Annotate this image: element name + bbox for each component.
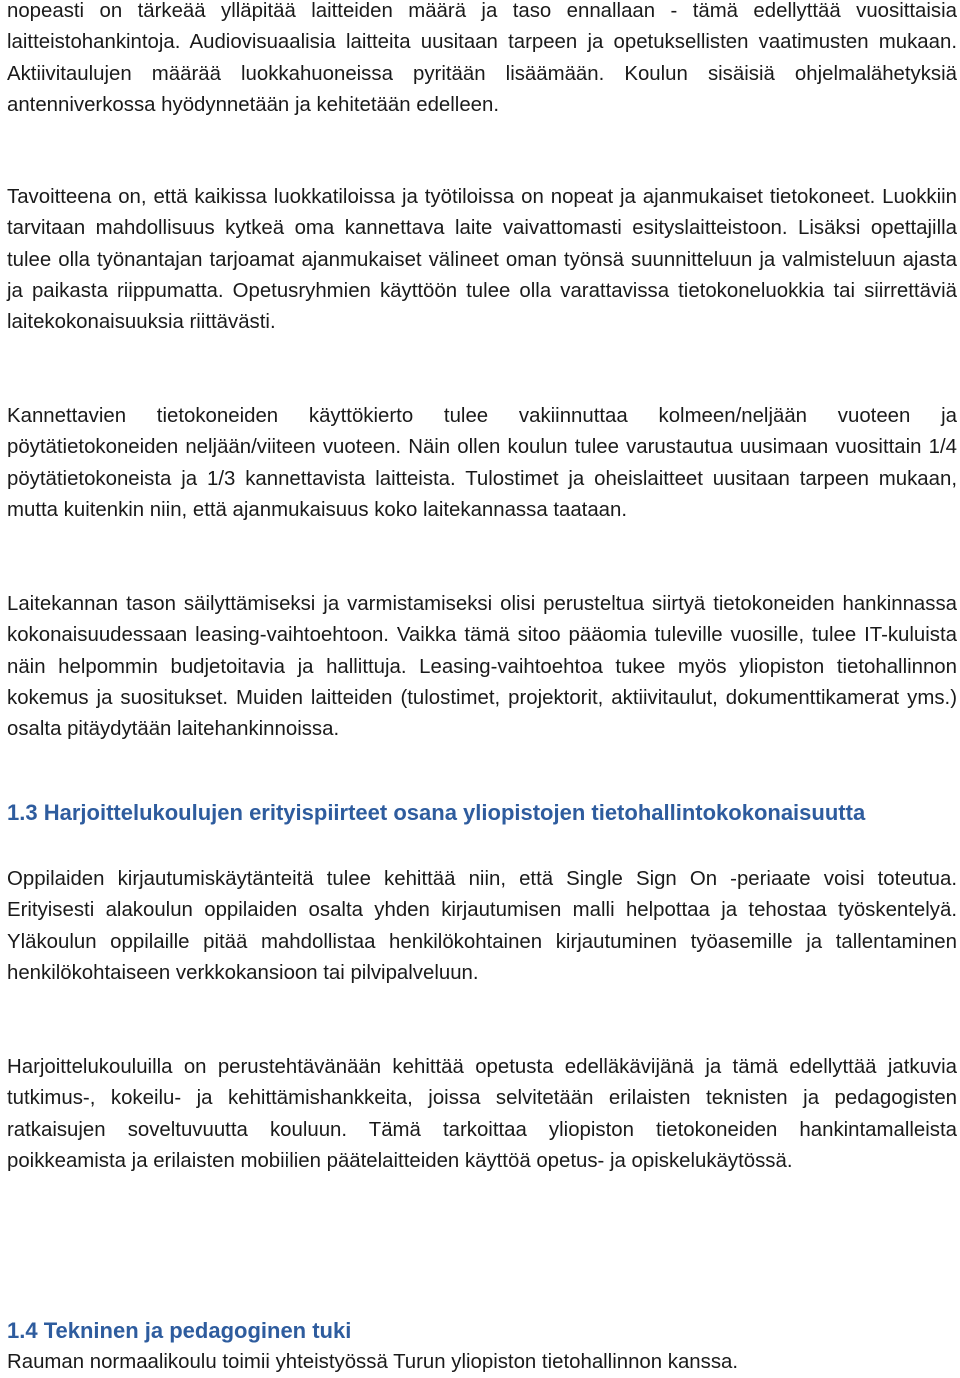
section-number-1-4: 1.4 [7, 1318, 38, 1343]
section-title-1-4: Tekninen ja pedagoginen tuki [43, 1318, 352, 1343]
section-heading-1-3 [7, 796, 957, 830]
paragraph-leasing: Laitekannan tason säilyttämiseksi ja varmistamiseksi olisi perusteltua siirtyä tietokoneiden hankinnassa kokonaisuudessaan leasing-vaihtoehtoon. Vaikka tämä sitoo pääomia tuleville vuosille, tulee IT-kuluista näin helpommin budjetoitavia ja hallittuja. Leasing-vaihtoehtoa tukee myös yliopiston tietohallinnon kokemus ja suositukset. Muiden laitteiden (tulostimet, projektorit, aktiivitaulut, dokumenttikamerat yms.) osalta pitäydytään laitehankinnoissa. [7, 593, 957, 741]
paragraph-computer-goals: Tavoitteena on, että kaikissa luokkatiloissa ja työtiloissa on nopeat ja ajanmukaiset tietokoneet. Luokkiin tarvitaan mahdollisuus kytkeä oma kannettava laite vaivattomasti esityslaitteistoon. Lisäksi opettajilla tulee olla työnantajan tarjoamat ajanmukaiset välineet oman työnsä suunnitteluun ja valmisteluun ajasta ja paikasta riippumatta. Opetusryhmien käyttöön tulee olla varattavissa tietokoneluokkia tai siirrettäviä laitekokonaisuuksia riittävästi. [7, 186, 957, 334]
paragraph-equipment-renewal: nopeasti on tärkeää ylläpitää laitteiden määrä ja taso ennallaan - tämä edellyttää vuosittaisia laitteistohankintoja. Audiovisuaalisia laitteita uusitaan tarpeen ja opetuksellisten vaatimusten mukaan. Aktiivitaulujen määrää luokkahuoneissa pyritään lisäämään. Koulun sisäisiä ohjelmalähetyksiä antenniverkossa hyödynnetään ja kehitetään edelleen. [7, 0, 957, 116]
section-heading-1-4 [7, 1314, 957, 1348]
paragraph-cooperation: Rauman normaalikoulu toimii yhteistyössä Turun yliopiston tietohallinnon kanssa. [7, 1351, 739, 1373]
paragraph-lifecycle: Kannettavien tietokoneiden käyttökierto tulee vakiinnuttaa kolmeen/neljään vuoteen ja pöytätietokoneiden neljään/viiteen vuoteen. Näin ollen koulun tulee varustautua uusimaan vuosittain 1/4 pöytätietokoneista ja 1/3 kannettavista laitteista. Tulostimet ja oheislaitteet uusitaan tarpeen mukaan, mutta kuitenkin niin, että ajanmukaisuus koko laitekannassa taataan. [7, 405, 957, 521]
paragraph-login-practices: Oppilaiden kirjautumiskäytänteitä tulee kehittää niin, että Single Sign On -periaate voisi toteutua. Erityisesti alakoulun oppilaiden osalta yhden kirjautumisen malli helpottaa ja tehostaa työskentelyä. Yläkoulun oppilaille pitää mahdollistaa henkilökohtainen kirjautuminen työasemille ja tallentaminen henkilökohtaiseen verkkokansioon tai pilvipalveluun. [7, 868, 957, 984]
section-number-1-3: 1.3 [7, 800, 38, 825]
section-title-1-3: Harjoittelukoulujen erityispiirteet osana yliopistojen tietohallintokokonaisuutta [43, 800, 866, 825]
paragraph-practice-schools: Harjoittelukouluilla on perustehtävänään kehittää opetusta edelläkävijänä ja tämä edellyttää jatkuvia tutkimus-, kokeilu- ja kehittämishankkeita, joissa selvitetään erilaisten teknisten ja pedagogisten ratkaisujen soveltuvuutta kouluun. Tämä tarkoittaa yliopiston tietokoneiden hankintamalleista poikkeamista ja erilaisten mobiilien päätelaitteiden käyttöä opetus- ja opiskelukäytössä. [7, 1056, 957, 1172]
